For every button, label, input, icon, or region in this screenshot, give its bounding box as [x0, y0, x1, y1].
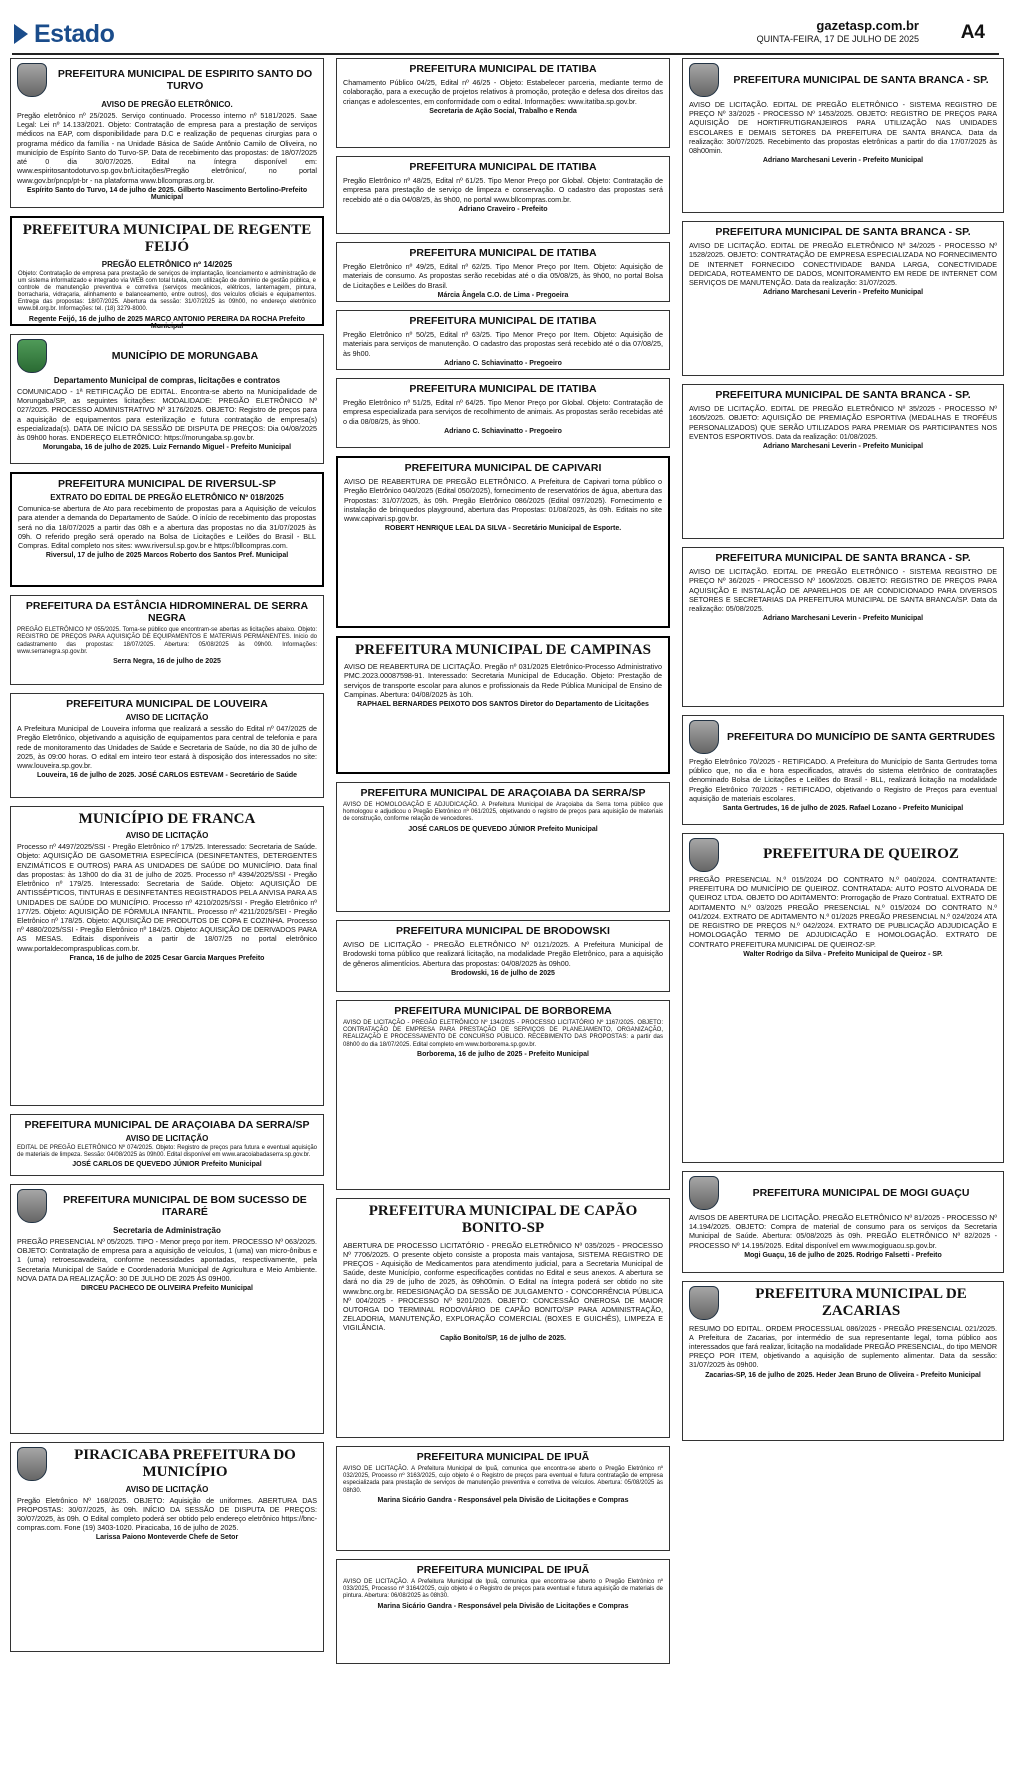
notice-body: AVISOS DE ABERTURA DE LICITAÇÃO. PREGÃO ELETRÔNICO Nº 81/2025 - PROCESSO Nº 14.194/2025. OBJETO: Compra de material de consumo para os serviços da Secretaria Municipal de Saúde. Abertura: 05/08/2025 às 09h. PREGÃO ELETRÔNICO Nº 82/2025 - PROCESSO Nº 14.195/2025. Edital disponível em www.mogiguacu.sp.gov.br. — [689, 1213, 998, 1250]
notice-body: EDITAL DE PREGÃO ELETRÔNICO Nº 074/2025. Objeto: Registro de preços para futura e eventual aquisição de materiais de limpeza. Sessão: 04/08/2025 às 09h00. Edital disponível em www.aracoiabadaserra.sp.gov.br. — [17, 1145, 317, 1159]
notice-col2-3 — [336, 310, 670, 370]
notice-title: PREFEITURA MUNICIPAL DE ITATIBA — [409, 63, 597, 75]
municipal-crest-icon — [689, 1286, 719, 1320]
notice-body: Processo nº 4497/2025/SSI - Pregão Eletrônico nº 175/25. Interessado: Secretaria de Saúde. Objeto: AQUISIÇÃO DE GASOMETRIA ESPECÍFICA (DESINFETANTES, DETERGENTES ENZIMÁTICOS E OUTROS) PARA AS UNIDADES DE SAÚDE DO MUNICÍPIO. Data final das propostas: às 13h00 do dia 31 de julho de 2025. Processo nº 4394/2025/SSI - Pregão Eletrônico nº 179/25. Interessado: Secretaria de Saúde. Objeto: AQUISIÇÃO DE ANTISSÉPTICOS, TINTURAS E DESINFETANTES REGISTRADOS PELA ANVISA PARA AS UNIDADES DE SAÚDE DO MUNICÍPIO. Processo nº 4210/2025/SSI - Pregão Eletrônico nº 177/25. Objeto: AQUISIÇÃO DE FÓRMULA INFANTIL. Processo nº 4211/2025/SEI - Pregão Eletrônico nº 178/25. Objeto: AQUISIÇÃO DE PRODUTOS DE COPA E COZINHA. Processo nº 4880/2025/SSI - Pregão Eletrônico nº 184/25. Objeto: AQUISIÇÃO DE DERIVADOS PARA AS MESAS. Editais disponíveis a partir de 18/07/25 no portal eletrônico www.portaldecompraspublicas.com.br. — [17, 842, 317, 953]
notice-col2-1 — [336, 156, 670, 234]
notice-col1-5 — [10, 693, 324, 798]
notice-subtitle: AVISO DE LICITAÇÃO — [125, 1134, 209, 1144]
notice-signature: Márcia Ângela C.O. de Lima - Pregoeira — [437, 291, 569, 299]
section-brand: Estado — [14, 20, 114, 49]
notice-title: PREFEITURA MUNICIPAL DE RIVERSUL-SP — [58, 478, 276, 490]
notice-signature: Franca, 16 de julho de 2025 Cesar Garcia Marques Prefeito — [69, 954, 265, 962]
notice-title: PREFEITURA MUNICIPAL DE ITATIBA — [409, 161, 597, 173]
notice-signature: Adriano C. Schiavinatto - Pregoeiro — [444, 359, 562, 367]
notice-header — [343, 63, 663, 75]
notice-col1-2 — [10, 334, 324, 464]
notice-col1-6 — [10, 806, 324, 1106]
column-right — [682, 58, 1004, 1778]
notice-col3-0 — [682, 58, 1004, 213]
notice-title: PREFEITURA MUNICIPAL DE ARAÇOIABA DA SERRA/SP — [360, 787, 646, 799]
notice-header — [17, 339, 317, 373]
notice-signature: Marina Sicário Gandra - Responsável pela Divisão de Licitações e Compras — [377, 1496, 629, 1504]
notice-col1-8 — [10, 1184, 324, 1434]
municipal-crest-icon — [689, 838, 719, 872]
notice-subtitle: PREGÃO ELETRÔNICO nº 14/2025 — [101, 259, 233, 269]
notice-header — [18, 222, 316, 257]
notice-col2-4 — [336, 378, 670, 448]
notice-header — [689, 1176, 997, 1210]
notice-header — [17, 1119, 317, 1131]
notice-header — [344, 642, 662, 659]
notice-header — [689, 389, 997, 401]
notice-signature: Espírito Santo do Turvo, 14 de julho de 2025. Gilberto Nascimento Bertolino-Prefeito Municipal — [26, 186, 308, 201]
notice-header — [17, 698, 317, 710]
notice-signature: Serra Negra, 16 de julho de 2025 — [113, 657, 221, 665]
notice-title: MUNICÍPIO DE MORUNGABA — [111, 349, 259, 362]
notice-body: Pregão Eletrônico Nº 168/2025. OBJETO: Aquisição de uniformes. ABERTURA DAS PROPOSTAS: 30/07/2025, às 09h. INÍCIO DA SESSÃO DE DISPUTA DE PREÇOS: 30/07/2025, às 09h. O Edital completo poderá ser obtido pelo endereço eletrônico https://bnc-compras.com. Fone (19) 3403-1020. Piracicaba, 16 de julho de 2025. — [17, 1495, 317, 1533]
notice-body: AVISO DE REABERTURA DE PREGÃO ELETRÔNICO. A Prefeitura de Capivari torna público o Pregão Eletrônico 040/2025 (Edital 050/2025), fornecimento de reservatórios de água, abertura das Propostas: 31/07/2025, às 09h. Pregão Eletrônico 086/2025 (Edital 097/2025). Fornecimento e instalação de brinquedos playground, abertura das Propostas: 01/08/2025, às 09h. Editais no site www.capivari.sp.gov.br. — [344, 477, 662, 523]
notice-header — [343, 1203, 663, 1238]
notice-col2-10 — [336, 1198, 670, 1438]
municipal-crest-icon — [17, 339, 47, 373]
notice-col2-6 — [336, 636, 670, 774]
notice-title: PREFEITURA MUNICIPAL DE BOM SUCESSO DE ITARARÉ — [63, 1193, 307, 1218]
notice-header — [343, 1564, 663, 1576]
notice-header — [17, 63, 317, 97]
notice-body: AVISO DE REABERTURA DE LICITAÇÃO. Pregão nº 031/2025 Eletrônico-Processo Administrativo PMC.2023.00087598-91. Interessado: Secretaria Municipal de Educação. Objeto: Prestação de serviços de transporte escolar para alunos e profissionais da Rede Pública Municipal de Ensino de Campinas. Abertura: 04/08/2025 às 10h. — [344, 662, 662, 699]
notice-body: COMUNICADO - 1ª RETIFICAÇÃO DE EDITAL. Encontra-se aberto na Municipalidade de Morungaba/SP, as seguintes licitações: MODALIDADE: PREGÃO ELETRÔNICO Nº 027/2025. PROCESSO ADMINISTRATIVO Nº 3176/2025. OBJETO: Registro de preços para a aquisição de equipamentos para esterilização e futura contratação de empresa(s) especializada(s). DATA DE INÍCIO DA SESSÃO DE DISPUTA DE PREÇOS: Dia 04/08/2025 às 09h00 horas. ENDEREÇO ELETRÔNICO: https://morungaba.sp.gov.br. — [17, 387, 317, 443]
notice-body: Pregão Eletrônico 70/2025 - RETIFICADO. A Prefeitura do Município de Santa Gertrudes torna público que, no dia e hora especificados, através do sistema eletrônico de contratações denominado Bolsa de Licitações e Leilões do Brasil - BLL, realizará licitação na modalidade Pregão Eletrônico 70/2025 - RETIFICADO, objetivando o Registro de Preços para eventual aquisição de materiais escolares. — [689, 757, 997, 803]
notice-signature: Morungaba, 16 de julho de 2025. Luiz Fernando Miguel - Prefeito Municipal — [42, 444, 292, 452]
notice-body: PREGÃO PRESENCIAL Nº 05/2025. TIPO - Menor preço por item. PROCESSO Nº 063/2025. OBJETO: Contratação de empresa para a aquisição de veículos, 1 (uma) van micro-ônibus e 1 (uma) retroescavadeira, conforme necessidades apontadas, respectivamente, pela Secretaria Municipal de Saúde e Coordenadoria Municipal de Agricultura e Meio Ambiente. NOVA DATA DA REALIZAÇÃO: 30 DE JULHO DE 2025 ÀS 09H00. — [17, 1237, 317, 1283]
dateline: QUINTA-FEIRA, 17 DE JULHO DE 2025 — [756, 34, 919, 44]
notice-header — [343, 787, 663, 799]
notice-body: Pregão Eletrônico nº 51/25, Edital nº 64/25. Tipo Menor Preço por Global. Objeto: Contratação de empresa especializada para serviços de recolhimento de animais. As propostas serão recebidas até o dia 08/08/25, às 9h00. — [343, 398, 663, 426]
notice-col1-7 — [10, 1114, 324, 1176]
notice-title: PREFEITURA MUNICIPAL DE SANTA BRANCA - SP. — [733, 73, 989, 86]
notice-signature: Capão Bonito/SP, 16 de julho de 2025. — [440, 1334, 566, 1342]
notice-body: Chamamento Público 04/25, Edital nº 46/25 - Objeto: Estabelecer parceria, mediante termo de colaboração, para a execução de projetos relativos à promoção, proteção e defesa dos direitos das crianças e adolescentes, em conformidade com o edital. Informações: www.itatiba.sp.gov.br. — [343, 78, 663, 106]
notice-signature: Santa Gertrudes, 16 de julho de 2025. Rafael Lozano - Prefeito Municipal — [722, 805, 964, 813]
notice-title: PREFEITURA DO MUNICÍPIO DE SANTA GERTRUDES — [727, 730, 995, 743]
notice-signature: Walter Rodrigo da Silva - Prefeito Municipal de Queiroz - SP. — [743, 950, 943, 958]
notice-signature: Adriano Marchesani Leverin - Prefeito Municipal — [762, 615, 924, 623]
notice-body: Objeto: Contratação de empresa para prestação de serviços de implantação, licenciamento e administração de um sistema informatizado e integrado via WEB com total tutela, com utilização de domínio de gestão pública, e controle de manutenção preventiva e corretiva (serviços mecânicos, elétricos, lanternagem, pintura, borracharia, vidraçaria, alinhamento e balanceamento, entre outros), dos veículos oficiais e equipamentos. Entrega das propostas: 18/07/2025. Abertura da sessão: 31/07/2025 às 09h00, no endereço eletrônico www.bll.org.br. Informações: tel. (18) 3279-8000. — [18, 270, 316, 313]
notice-subtitle: AVISO DE PREGÃO ELETRÔNICO. — [101, 100, 233, 109]
notice-body: PREGÃO PRESENCIAL N.º 015/2024 DO CONTRATO N.º 040/2024. CONTRATANTE: PREFEITURA DO MUNICÍPIO DE QUEIROZ. CONTRATADA: AUTO POSTO ALVORADA DE QUEIROZ LTDA. OBJETO DO ADITAMENTO: Prorrogação de Prazo Contratual. EXTRATO DE ADITAMENTO N.º 03/2025 PREGÃO PRESENCIAL N.º 015/2024 DO CONTRATO N.º 041/2024. EXTRATO DE ADITAMENTO N.º 01/2025 PREGÃO PRESENCIAL N.º 024/2024 ATA DE REGISTRO DE PREÇOS N.º 042/2024. EXTRATO DE PUBLICAÇÃO ADJUDICAÇÃO E HOMOLOGAÇÃO TERMO DE ADJUDICAÇÃO E HOMOLOGAÇÃO. EXTRATO DE CONTRATO PREFEITURA MUNICIPAL DE QUEIROZ-SP. — [689, 875, 997, 949]
notice-header — [689, 552, 997, 564]
notice-subtitle: Secretaria de Administração — [113, 1226, 221, 1235]
column-left — [10, 58, 324, 1778]
notice-signature: Mogi Guaçu, 16 de julho de 2025. Rodrigo Falsetti - Prefeito — [744, 1251, 942, 1259]
notice-col3-1 — [682, 221, 1004, 376]
notice-title: PREFEITURA MUNICIPAL DE ITATIBA — [409, 383, 597, 395]
column-middle — [336, 58, 670, 1778]
notice-body: RESUMO DO EDITAL. ORDEM PROCESSUAL 086/2025 - PREGÃO PRESENCIAL 021/2025. A Prefeitura de Zacarias, por intermédio de sua representante legal, torna público aos interessados que fará realizar, licitação na modalidade PREGÃO PRESENCIAL, do tipo MENOR PREÇO POR ITEM, objetivando a aquisição de suplemento alimentar. Data da sessão: 31/07/2025 às 09h00. — [689, 1323, 998, 1370]
notice-header — [17, 600, 317, 624]
notice-body: AVISO DE LICITAÇÃO. EDITAL DE PREGÃO ELETRÔNICO - SISTEMA REGISTRO DE PREÇO Nº 36/2025 - PROCESSO Nº 1606/2025. OBJETO: REGISTRO DE PREÇOS PARA AQUISIÇÃO E INSTALAÇÃO DE APARELHOS DE AR CONDICIONADO PARA DIVERSOS SETORES E SECRETARIAS DA PREFEITURA MUNICIPAL DE SANTA BRANCA/SP. Data da realização: 05/08/2025. — [689, 567, 997, 613]
notice-title: PREFEITURA MUNICIPAL DE ZACARIAS — [755, 1286, 967, 1320]
notice-col2-8 — [336, 920, 670, 992]
notice-header — [689, 720, 997, 754]
notice-title: PREFEITURA MUNICIPAL DE SANTA BRANCA - SP. — [715, 552, 971, 564]
notice-signature: Adriano Craveiro - Prefeito — [458, 205, 548, 213]
notice-body: AVISO DE HOMOLOGAÇÃO E ADJUDICAÇÃO. A Prefeitura Municipal de Araçoiaba da Serra torna público que homologou e adjudicou o Pregão Eletrônico nº 061/2025, objetivando o registro de preços para aquisição de materiais de construção, conforme relação de vencedores. — [343, 802, 663, 823]
notice-signature: JOSÉ CARLOS DE QUEVEDO JÚNIOR Prefeito Municipal — [408, 825, 598, 833]
notice-col1-4 — [10, 595, 324, 685]
notice-signature: Brodowski, 16 de julho de 2025 — [451, 969, 555, 977]
notice-body: AVISO DE LICITAÇÃO. EDITAL DE PREGÃO ELETRÔNICO - SISTEMA REGISTRO DE PREÇO Nº 33/2025 - PROCESSO Nº 1453/2025. OBJETO: REGISTRO DE PREÇOS PARA AQUISIÇÃO DE HORTIFRUTIGRANJEIROS PARA UTILIZAÇÃO NAS UNIDADES ESCOLARES E DEMAIS SETORES DA PREFEITURA DE SANTA BRANCA. Data da realização: 30/07/2025. Recebimento das propostas eletrônicas a partir do dia 17/07/2025 às 08h00min. — [689, 100, 997, 156]
notice-col3-5 — [682, 833, 1004, 1163]
notice-title: PREFEITURA MUNICIPAL DE ITATIBA — [409, 247, 597, 259]
notice-signature: Larissa Paiono Monteverde Chefe de Setor — [95, 1534, 239, 1542]
notice-body: Pregão eletrônico nº 25/2025. Serviço continuado. Processo interno nº 5181/2025. Saae Legal: Lei nº 14.133/2021. Objeto: Contratação de empresa para a prestação de serviços médicos na EAP, com disponibilidade para D.C e realização de pequenas cirurgias para o programa médico da família - na Unidade Básica de Saúde Antônio Camilo de Oliveira, no município de Espírito Santo do Turvo-SP. Data de recebimento das propostas: de 18/07/2025 até 0 dia 30/07/2025. Edital na íntegra disponível em: www.espiritosantodoturvo.sp.gov.br/Licitações/Pregão eletrônico/, no portal www.gov.br/pncp/pt-br - na plataforma www.bllcompras.org.br. — [17, 111, 317, 185]
notice-body: A Prefeitura Municipal de Louveira informa que realizará a sessão do Edital nº 047/2025 de Pregão Eletrônico, objetivando a aquisição de equipamentos para central de telefonia e para rede de monitoramento das Unidades de Saúde e Secretaria de Saúde, no dia 30 de julho de 2025, às 09:00 horas. O edital em inteiro teor estará à disposição dos interessados no site: www.louveira.sp.gov.br. — [17, 724, 317, 770]
notice-title: PREFEITURA DE QUEIROZ — [763, 846, 959, 863]
notice-header — [343, 1451, 663, 1463]
notice-header — [18, 478, 316, 490]
notice-title: PREFEITURA DA ESTÂNCIA HIDROMINERAL DE SERRA NEGRA — [25, 600, 309, 625]
notice-body: AVISO DE LICITAÇÃO. A Prefeitura Municipal de Ipuã, comunica que encontra-se aberto o Pregão Eletrônico nº 032/2025, Processo nº 3163/2025, cujo objeto é o Registro de preços para eventual e futura contratação de empresa especializada para prestação de serviços de manutenção preventiva e corretiva de veículos. Abertura: 05/08/2025 às 08h30. — [343, 1466, 663, 1494]
notice-title: PREFEITURA MUNICIPAL DE SANTA BRANCA - SP. — [715, 389, 971, 401]
notice-title: PREFEITURA MUNICIPAL DE CAPIVARI — [404, 462, 602, 474]
notice-header — [344, 462, 662, 474]
notice-header — [689, 226, 997, 238]
notice-signature: ROBERT HENRIQUE LEAL DA SILVA - Secretário Municipal de Esporte. — [384, 525, 622, 533]
notice-title: PREFEITURA MUNICIPAL DE BRODOWSKI — [396, 925, 610, 937]
notice-body: Pregão Eletrônico nº 49/25, Edital nº 62/25. Tipo Menor Preço por Item. Objeto: Aquisição de materiais de consumo. As propostas serão recebidas até o dia 05/08/25, às 9h00, no portal Bolsa de Licitações e Leilões do Brasil. — [343, 262, 663, 290]
notice-title: PIRACICABA PREFEITURA DO MUNICÍPIO — [74, 1447, 296, 1481]
municipal-crest-icon — [689, 63, 719, 97]
notice-col2-7 — [336, 782, 670, 912]
notice-signature: JOSÉ CARLOS DE QUEVEDO JÚNIOR Prefeito Municipal — [72, 1161, 262, 1169]
notice-header — [689, 63, 997, 97]
notice-body: PREGÃO ELETRÔNICO Nº 055/2025. Torna-se público que encontram-se abertas as licitações abaixo. Objeto: REGISTRO DE PREÇOS PARA AQUISIÇÃO DE EQUIPAMENTOS E MATERIAIS PERMANENTES. Início do cadastramento das propostas: 18/07/2025. Abertura: 05/08/2025 às 09h00. Informações: www.serranegra.sp.gov.br. — [17, 627, 317, 655]
notice-signature: Regente Feijó, 16 de julho de 2025 MARCO ANTONIO PEREIRA DA ROCHA Prefeito Municipal — [28, 315, 306, 330]
notice-signature: Secretaria de Ação Social, Trabalho e Renda — [429, 107, 577, 115]
notice-title: PREFEITURA MUNICIPAL DE SANTA BRANCA - SP. — [715, 226, 971, 238]
notice-header — [343, 1005, 663, 1017]
notice-col1-9 — [10, 1442, 324, 1652]
notice-col2-11 — [336, 1446, 670, 1551]
notice-title: PREFEITURA MUNICIPAL DE BORBOREMA — [394, 1005, 612, 1017]
notice-signature: RAPHAEL BERNARDES PEIXOTO DOS SANTOS Diretor do Departamento de Licitações — [357, 701, 649, 709]
notice-col1-3 — [10, 472, 324, 587]
page-header — [0, 0, 1011, 52]
notice-header — [17, 1189, 317, 1223]
notice-body: AVISO DE LICITAÇÃO - PREGÃO ELETRÔNICO Nº 0121/2025. A Prefeitura Municipal de Brodowski torna público que realizará licitação, na modalidade Pregão Eletrônico, para a aquisição de gêneros alimentícios. Abertura das propostas: 04/08/2025 às 09h00. — [343, 940, 663, 968]
notice-col1-1 — [10, 216, 324, 330]
municipal-crest-icon — [17, 1189, 47, 1223]
notice-col2-2 — [336, 242, 670, 302]
notice-subtitle: AVISO DE LICITAÇÃO — [125, 1484, 209, 1494]
notice-title: PREFEITURA MUNICIPAL DE ITATIBA — [409, 315, 597, 327]
notice-body: Pregão Eletrônico nº 50/25, Edital nº 63/25. Tipo Menor Preço por Item. Objeto: Aquisição de materiais para serviços de manutenção. O cadastro das propostas será recebido até o dia 07/08/25, às 9h00. — [343, 330, 663, 358]
notice-title: PREFEITURA MUNICIPAL DE REGENTE FEIJÓ — [22, 222, 312, 256]
notice-header — [343, 925, 663, 937]
site-url[interactable]: gazetasp.com.br — [816, 18, 919, 33]
notice-title: PREFEITURA MUNICIPAL DE ESPIRITO SANTO DO TURVO — [57, 67, 313, 92]
municipal-crest-icon — [17, 63, 47, 97]
notice-body: AVISO DE LICITAÇÃO. A Prefeitura Municipal de Ipuã, comunica que encontra-se aberto o Pregão Eletrônico nº 033/2025, Processo nº 3164/2025, cujo objeto é o Registro de preços para eventual e futura aquisição de materiais de pintura. Abertura: 06/08/2025 às 08h30. — [343, 1579, 663, 1600]
notice-body: AVISO DE LICITAÇÃO - PREGÃO ELETRÔNICO Nº 134/2025 - PROCESSO LICITATÓRIO Nº 1167/2025. OBJETO: CONTRATAÇÃO DE EMPRESA PARA PRESTAÇÃO DE SERVIÇOS DE PLANEJAMENTO, ORGANIZAÇÃO, REALIZAÇÃO E PROCESSAMENTO DE CONCURSO PÚBLICO. RECEBIMENTO DAS PROPOSTAS: a partir das 08h00 do dia 18/07/2025. Edital completo em www.borborema.sp.gov.br. — [343, 1020, 663, 1048]
notice-col3-2 — [682, 384, 1004, 539]
notice-signature: DIRCEU PACHECO DE OLIVEIRA Prefeito Municipal — [81, 1285, 253, 1293]
notice-subtitle: Departamento Municipal de compras, licitações e contratos — [53, 376, 281, 385]
notice-subtitle: AVISO DE LICITAÇÃO — [125, 713, 209, 723]
notice-body: AVISO DE LICITAÇÃO. EDITAL DE PREGÃO ELETRÔNICO Nº 35/2025 - PROCESSO Nº 1605/2025. OBJETO: AQUISIÇÃO DE PREMIAÇÃO ESPORTIVA (MEDALHAS E TROFÉUS PERSONALIZADOS) QUE SERÃO UTILIZADOS PARA PREMIAR OS PARTICIPANTES NOS EVENTOS ESPORTIVOS. Data da realização: 01/08/2025. — [689, 404, 997, 441]
notice-body: ABERTURA DE PROCESSO LICITATÓRIO - PREGÃO ELETRÔNICO Nº 035/2025 - PROCESSO Nº 7706/2025. O presente objeto consiste a proposta mais vantajosa, SISTEMA REGISTRO DE PREÇOS - Aquisição de Medicamentos para atendimento judicial, para a Secretaria Municipal de Saúde, deste Município, conforme especificações contidas no Edital e seus anexos. A abertura se dará no dia 29 de julho de 2025, às 09h00min. O Edital na íntegra poderá ser obtido no site www.bnc.org.br. REDESIGNAÇÃO DA SESSÃO DE JULGAMENTO - CONCORRÊNCIA PÚBLICA Nº 004/2025 - PROCESSO Nº 9201/2025. OBJETO: CONCESSÃO ONEROSA DE MAIOR OUTORGA DO TERMINAL RODOVIÁRIO DE CAPÃO BONITO/SP PARA ADMINISTRAÇÃO, ZELADORIA, MANUTENÇÃO, EXPLORAÇÃO COMERCIAL (BOXES E GUICHÊS), LIMPEZA E VIGILÂNCIA. — [343, 1240, 663, 1333]
notice-col2-5 — [336, 456, 670, 628]
notice-title: PREFEITURA MUNICIPAL DE CAMPINAS — [355, 642, 651, 658]
notice-signature: Adriano Marchesani Leverin - Prefeito Municipal — [762, 289, 924, 297]
notice-header — [343, 161, 663, 173]
notice-col3-7 — [682, 1281, 1004, 1441]
notice-title: PREFEITURA MUNICIPAL DE IPUÃ — [416, 1451, 590, 1463]
notice-subtitle: EXTRATO DO EDITAL DE PREGÃO ELETRÔNICO Nº 018/2025 — [50, 493, 284, 503]
notice-title: PREFEITURA MUNICIPAL DE CAPÃO BONITO-SP — [368, 1203, 638, 1237]
notice-header — [343, 383, 663, 395]
notice-header — [17, 1447, 317, 1482]
notice-signature: Marina Sicário Gandra - Responsável pela Divisão de Licitações e Compras — [377, 1602, 629, 1610]
municipal-crest-icon — [17, 1447, 47, 1481]
notice-header — [343, 247, 663, 259]
notice-col3-6 — [682, 1171, 1004, 1273]
notice-signature: Riversul, 17 de julho de 2025 Marcos Roberto dos Santos Pref. Municipal — [45, 552, 289, 560]
notice-col3-3 — [682, 547, 1004, 707]
notice-header — [689, 1286, 997, 1321]
notice-signature: Adriano C. Schiavinatto - Pregoeiro — [444, 427, 562, 435]
notice-title: PREFEITURA MUNICIPAL DE LOUVEIRA — [66, 698, 268, 710]
municipal-crest-icon — [689, 720, 719, 754]
notice-signature: Adriano Marchesani Leverin - Prefeito Municipal — [762, 442, 924, 450]
municipal-crest-icon — [689, 1176, 719, 1210]
notice-signature: Louveira, 16 de julho de 2025. JOSÉ CARLOS ESTEVAM - Secretário de Saúde — [36, 772, 298, 780]
notice-header — [343, 315, 663, 327]
notice-subtitle: AVISO DE LICITAÇÃO — [125, 831, 209, 841]
notice-signature: Zacarias-SP, 16 de julho de 2025. Heder Jean Bruno de Oliveira - Prefeito Municipal — [705, 1371, 981, 1379]
header-rule — [12, 53, 999, 55]
notice-col2-0 — [336, 58, 670, 148]
notice-title: PREFEITURA MUNICIPAL DE MOGI GUAÇU — [752, 1186, 970, 1199]
notice-title: PREFEITURA MUNICIPAL DE ARAÇOIABA DA SERRA/SP — [24, 1119, 310, 1131]
notice-signature: Borborema, 16 de julho de 2025 - Prefeito Municipal — [417, 1050, 589, 1058]
notice-title: MUNICÍPIO DE FRANCA — [78, 811, 256, 827]
notice-col2-12 — [336, 1559, 670, 1664]
notice-header — [17, 811, 317, 828]
notice-title: PREFEITURA MUNICIPAL DE IPUÃ — [416, 1564, 590, 1576]
notice-col3-4 — [682, 715, 1004, 825]
notice-body: Pregão Eletrônico nº 48/25, Edital nº 61/25. Tipo Menor Preço por Global. Objeto: Contratação de empresa para prestação de serviço de limpeza e conservação. O cadastro das propostas será recebido até o dia 04/08/25, às 9h00, no portal www.bllcompras.com.br. — [343, 176, 663, 204]
notice-col1-0 — [10, 58, 324, 208]
notice-col2-9 — [336, 1000, 670, 1190]
notice-header — [689, 838, 997, 872]
notice-signature: Adriano Marchesani Leverin - Prefeito Municipal — [762, 157, 924, 165]
notice-body: Comunica-se abertura de Ato para recebimento de propostas para a Aquisição de veículos para atender a demanda do Departamento de Saúde. O início de recebimento das propostas será no dia 18/07/2025 a partir das 08h e a abertura das propostas no dia 31/07/2025 às 09h. O referido pregão será operado na Bolsa de Licitações e Leilões do Brasil - BLL Compras. Edital completo nos sites: www.riversul.sp.gov.br e https://bllcompras.com. — [18, 504, 316, 550]
page-number: A4 — [960, 22, 985, 43]
notice-body: AVISO DE LICITAÇÃO. EDITAL DE PREGÃO ELETRÔNICO Nº 34/2025 - PROCESSO Nº 1528/2025. OBJETO: CONTRATAÇÃO DE EMPRESA ESPECIALIZADA NO FORNECIMENTO DE INTERNET FORNECIDO CONECTIVIDADE BANDA LARGA, CONECTIVIDADE DEDICADA, ROTEAMENTO DE DADOS, MONITORAMENTO EM REDE DE INTERNET COM SERVIÇOS DE MANUTENÇÃO. Data da realização: 31/07/2025. — [689, 241, 997, 287]
